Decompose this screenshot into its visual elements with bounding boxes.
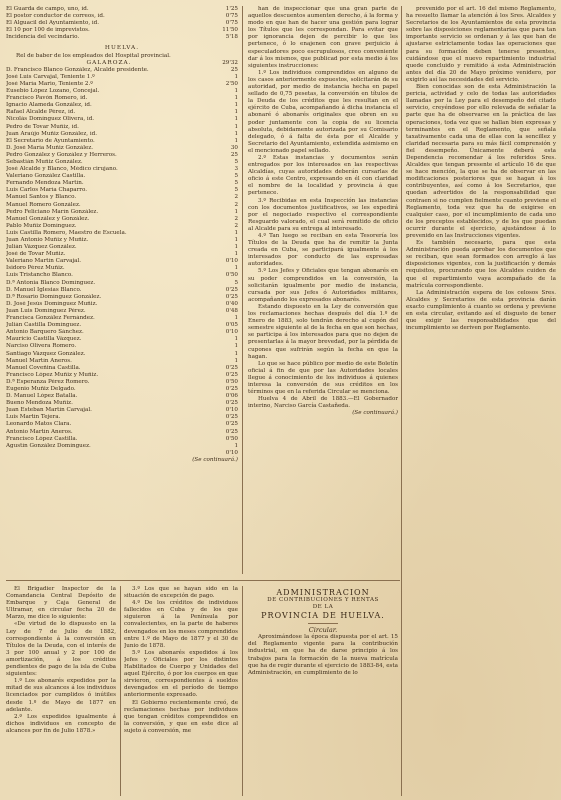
paragraph: 3.º Los que se hayan sido en la situación de excepción de pago. (124, 586, 238, 600)
list-item (6, 329, 238, 336)
list-item (6, 6, 238, 13)
entry-name: Francisca González Fernández. (6, 315, 95, 322)
entry-name: José Alcalde y Blanco, Médico cirujano. (6, 166, 118, 173)
entry-name: El postor conductor de correos, íd. (6, 13, 105, 20)
entry-amount: 1 (234, 116, 238, 123)
entry-amount: 5 (234, 180, 238, 187)
administration-column (248, 588, 398, 796)
list-item (6, 407, 238, 414)
relation-text: Rel de baber de los empleados del Hospital provincial. (16, 52, 171, 59)
entry-amount: 1 (234, 130, 238, 137)
entry-name: Nicolás Domínguez Olivera, íd. (6, 116, 95, 123)
bottom-total: 0'10 (225, 449, 238, 456)
entry-amount: 0'06 (225, 393, 238, 400)
paragraph: prevenido por el art. 16 del mismo Reglamento, ha resuelto llamar la atención á los Sres. Alcaldes y Secretarios de los Ayuntamientos de esta provincia sobre las disposiciones reglamentarias que para tan importante servicio se ordenan y á las que han de ajustarse estrictamente todas las operaciones que para su formación deben tenerse presentes, cuidándose que el nuevo repartimiento industrial quede concluido y remitido á esta Administración antes del día 20 de Mayo próximo venidero, por exigirlo así las necesidades del servicio. (406, 6, 556, 83)
entry-name: Pablo Muñiz Domínguez. (6, 222, 77, 229)
list-item (6, 421, 238, 428)
entry-amount: 1 (234, 336, 238, 343)
entry-name: Manuel Santos y Blanco. (6, 194, 77, 201)
list-item (6, 436, 238, 443)
entry-name: Manuel González y González. (6, 215, 90, 222)
entry-amount: 5 (234, 173, 238, 180)
paragraph: 1.º Los abonarés expedidos por la mitad de sus alcances á los individuos licenciados por cumplidos ó inútiles desde 1.º de Mayo de 1877 en adelante. (6, 678, 116, 713)
entry-name: Pedro de Tovar Muñiz, íd. (6, 123, 79, 130)
continuation-note: (Se continuará.) (192, 456, 238, 463)
entry-name: Pedro González y González y Herreros. (6, 151, 117, 158)
entry-name: José de Tovar Muñiz. (6, 251, 66, 258)
list-item (6, 294, 238, 301)
town-row (6, 60, 238, 67)
list-item (6, 131, 238, 138)
entry-name: Francisco López Muñiz y Muñiz. (6, 371, 99, 378)
paragraph: Lo que se hace público por medio de este Boletín oficial á fin de que por las Autoridades locales llegue á conocimiento de los individuos á quienes interesa la conversión de sus créditos en los términos que en la referida Circular se menciona. (248, 360, 398, 396)
entry-name: Juan Araújo Muñiz González, íd. (6, 130, 98, 137)
list-item (6, 258, 238, 265)
paragraph: 2.º Estas instancias y documentos serán entregados por los interesados en las respectivas Alcaldías, cuyas autoridades deberán cursarlas de oficio á este Centro, expresando en él con claridad el nombre de la localidad y provincia á que pertenece. (248, 154, 398, 197)
paragraph: El Brigadier Inspector de la Comandancia Central Depósito de Embarque y Caja General de Ultramar, en circular fecha 20 de Marzo, me dice lo siguiente: (6, 586, 116, 621)
column-divider (120, 586, 121, 796)
credits-list-column (124, 586, 238, 796)
list-item (6, 322, 238, 329)
paragraph: Huelva 4 de Abril de 1883.—El Gobernador interino, Narciso García Castañeda. (248, 396, 398, 410)
entry-name: D. José Jesús Domínguez Muñiz. (6, 300, 98, 307)
entry-amount: 0'25 (225, 421, 238, 428)
paragraph: Es también necesario, para que esta Administración pueda aprobar los documentos que se reciban, que sean formados con arreglo á las disposiciones vigentes, con la justificación y demás requisitos, procurando que los Alcaldes cuiden de que el repartimiento vaya acompañado de la matrícula correspondiente. (406, 240, 556, 289)
entry-amount: 1'25 (225, 6, 238, 12)
entry-amount: 0'25 (225, 286, 238, 293)
admin-title: ADMINISTRACION (276, 588, 370, 597)
entry-amount: 2 (234, 201, 238, 208)
province-heading: HUELVA. (104, 45, 140, 52)
entry-amount: 1 (234, 244, 238, 251)
list-item (6, 429, 238, 436)
entry-name: D. José María Muñiz González. (6, 144, 94, 151)
column-divider (242, 586, 243, 796)
entry-amount: 0'25 (225, 371, 238, 378)
entry-name: Luis Castilla Romero, Maestro de Escuela. (6, 229, 127, 236)
list-item (6, 209, 238, 216)
entry-name: Manuel Martín Aneros. (6, 357, 72, 364)
entry-amount: 1 (234, 251, 238, 258)
list-item (6, 34, 238, 41)
entry-name: Incidencia del vecindario. (6, 34, 80, 41)
entry-name: Francisco López Castilla. (6, 435, 78, 442)
list-item (6, 265, 238, 272)
paragraph: 3.º Recibidas en esta Inspección las instancias con los documentos justificativos, se les expedirá por el negociado respectivo el correspondiente Resguardo valorado, el cual será remitido de oficio al Alcalde para su entrega al interesado. (248, 197, 398, 232)
entry-amount: 1 (234, 123, 238, 130)
list-item (6, 251, 238, 258)
entry-name: Luis Carlos María Chaparro. (6, 187, 88, 194)
entry-amount: 0'25 (225, 428, 238, 435)
admin-subtitle: DE CONTRIBUCIONES Y RENTAS (267, 597, 379, 603)
list-item (6, 187, 238, 194)
paragraph: 5.º Los Jefes y Oficiales que tengan abonarés en su poder comprendidos en la conversión, la solicitarán igualmente por medio de instancia, cursada por sus Jefes ó Autoridades militares, acompañando los expresados abonarés. (248, 268, 398, 303)
entry-amount: 1 (234, 137, 238, 144)
admin-subtitle: DE LA (312, 604, 334, 611)
entry-name: Valeriano Martín Carvajal. (6, 258, 82, 265)
entry-name: El Alguacil del Ayuntamiento, íd. (6, 20, 100, 27)
list-item (6, 272, 238, 279)
entry-amount: 0'75 (225, 13, 238, 20)
list-item (6, 372, 238, 379)
paragraph: El Gobierno recientemente creó, de reclamaciones hechas por individuos que tengan créditos comprendidos en la conversión, y que en este dice al sujeto á conversión, me (124, 699, 238, 734)
list-item (6, 145, 238, 152)
column-divider (401, 6, 402, 796)
entry-name: El Guarda de campo, uno, íd. (6, 6, 89, 12)
entry-amount: 0'25 (225, 293, 238, 300)
entry-amount: 0'48 (225, 307, 238, 314)
entry-amount: 5 (234, 279, 238, 286)
entry-amount: 5'18 (225, 34, 238, 41)
entry-amount: 0'25 (225, 400, 238, 407)
entry-name: Mauricio Castilla Vázquez. (6, 336, 82, 343)
entry-name: Julián Castilla Domínguez. (6, 322, 82, 329)
circular-heading: Circular. (308, 626, 338, 635)
entry-amount: 0'50 (225, 435, 238, 442)
entry-name: El 10 por 100 de imprevistos. (6, 27, 90, 34)
list-item (6, 166, 238, 173)
entry-amount: 1 (234, 237, 238, 243)
list-item (6, 280, 238, 287)
entry-amount: 1 (234, 102, 238, 109)
spacer (6, 450, 212, 457)
entry-amount: 1 (234, 73, 238, 80)
list-item (6, 365, 238, 372)
list-item (6, 301, 238, 308)
entry-amount: 0'10 (225, 407, 238, 414)
list-item (6, 152, 238, 159)
entry-name: D. Manuel López Batalla. (6, 393, 78, 400)
entry-name: Luis Martín Tejera. (6, 414, 61, 421)
list-item (6, 308, 238, 315)
entry-amount: 0'25 (225, 385, 238, 392)
entry-amount: 1 (234, 315, 238, 322)
paragraph: 4.º De los créditos de individuos fallecidos en Cuba y de los que siguieron á la Península por convalecientes, en la parte de haberes devengados en los meses comprendidos entre 1.º de Mayo de 1877 y el 30 de Junio de 1878. (124, 600, 238, 649)
list-item (6, 95, 238, 102)
entry-amount: 2 (234, 222, 238, 229)
entry-name: Manuel Romero González. (6, 201, 81, 208)
circular-column (406, 6, 556, 796)
paragraph: Bien conocidas son de esta Administración la pericia, actividad y celo de todas las autoridades llamadas por la Ley para el desempeño del citado servicio, creyéndose por ello relevada de señalar la parte que ha de observarse en la práctica de las operaciones, toda vez que se hallan bien expresas y terminantes en el Reglamento, que señala taxativamente cada una de ellas con la sencillez y claridad necesaria para su más fácil comprensión y fiel desempeño. Únicamente deberá esta Dependencia recomendar á los referidos Sres. Alcaldes que tengan presente el artículo 16 de que se hace mención, la que se ha de observar en las modificaciones posteriores que se hagan á los contribuyentes, así como á los Secretarios, que quedan advertidos de la responsabilidad que contraen si no cumplen fielmente cuanto previene el Reglamento, toda vez que ha de exigirse en cualquier caso, por el incumplimiento de cada uno de los preceptos establecidos, y de los que puedan ocurrir durante el ejercicio, ajustándose á lo prevenido en las Instrucciones vigentes. (406, 84, 556, 239)
entry-amount: 0'50 (225, 378, 238, 385)
list-item (6, 194, 238, 201)
list-item (6, 315, 238, 322)
entry-amount: 2'50 (225, 80, 238, 87)
entry-amount: 0'25 (225, 414, 238, 421)
list-item (6, 180, 238, 187)
entry-amount: 1 (234, 265, 238, 272)
entry-name: Isidoro Pérez Muñiz. (6, 265, 65, 272)
entry-amount: 2 (234, 194, 238, 201)
brigadier-notice-column (6, 586, 116, 796)
paragraph: La Administración espera de los celosos Sres. Alcaldes y Secretarios de esta provincia darán exacto cumplimiento á cuanto se ordena y previene en esta circular, evitando así el disgusto de tener que exigir las responsabilidades que del incumplimiento se deriven por Reglamento. (406, 289, 556, 332)
entry-name: Manuel Coveñina Castilla. (6, 364, 81, 371)
entry-name: José María Mario, Teniente 2.º (6, 80, 93, 87)
list-item (6, 386, 238, 393)
list-item (6, 343, 238, 350)
entry-amount: 1 (234, 88, 238, 95)
entry-name: Narciso Olivera Romero. (6, 343, 77, 350)
paragraph: han de inspeccionar que una gran parte de aquellos descuentos aumenten derecho, á la forma y modo en que han de hacer una gestión para lograr los Títulos que les correspondan. Para evitar que por ignorancia dejen de percibir lo que les pertenece, ó lo enajenen con grave perjuicio á especuladores poco escrupulosos, creo conveniente dar á los mismos, que publicad por esta medio á los siguientes instrucciones: (248, 6, 398, 69)
list-item (6, 216, 238, 223)
entry-name: Antonio Barquero Sánchez. (6, 329, 84, 336)
entry-amount: 0'50 (225, 272, 238, 279)
list-item (6, 173, 238, 180)
entry-name: Valeriano González Castilla. (6, 173, 86, 180)
entry-name: Juan Luis Domínguez Pérez. (6, 307, 86, 314)
entry-name: Fernando Mendoza Martín. (6, 180, 84, 187)
entry-name: Bueno Mendoza Muñiz. (6, 400, 73, 407)
list-item (6, 393, 238, 400)
entry-amount: 0'10 (225, 329, 238, 336)
entry-name: Francisco Pavón Romero, íd. (6, 95, 88, 102)
entry-name: D. Francisco Blanco González, Alcalde presidente. (6, 66, 149, 73)
entry-name: Julián Vázquez González. (6, 244, 77, 251)
list-item (6, 336, 238, 343)
bottom-total-row (6, 450, 238, 457)
list-item (6, 379, 238, 386)
top-total: 29'32 (222, 59, 238, 66)
entry-name: Antonio Martín Aneros. (6, 428, 73, 435)
entry-amount: 5 (234, 187, 238, 194)
entry-name: D.ª Esperanza Pérez Romero. (6, 378, 90, 385)
list-item (6, 67, 238, 74)
entry-amount: 5 (234, 158, 238, 165)
entry-name: D. Manuel Iglesias Blanco. (6, 286, 82, 293)
admin-province: PROVINCIA DE HUELVA. (261, 611, 385, 621)
entry-amount: 11'50 (222, 27, 238, 34)
list-item (6, 237, 238, 244)
paragraph: 4.º Tan luego se reciban en esta Tesorería los Títulos de la Deuda que ha de remitir la Junta creada en Cuba, se participará igualmente á los interesados por conducto de las expresadas autoridades. (248, 233, 398, 268)
list-item (6, 358, 238, 365)
entry-name: Sebastián Muñiz González. (6, 158, 83, 165)
list-item (6, 287, 238, 294)
list-item (6, 116, 238, 123)
entry-name: Luis Tristancho Blanco. (6, 272, 73, 279)
list-item (6, 27, 238, 34)
short-rule (308, 623, 338, 624)
entry-name: D.ª Rosario Domínguez González. (6, 293, 102, 300)
entry-name: Santiago Vázquez González. (6, 350, 86, 357)
entry-amount: 1 (234, 343, 238, 350)
list-item (6, 202, 238, 209)
donor-list-column (6, 6, 238, 578)
entry-name: José Luis Carvajal, Teniente 1.º (6, 73, 95, 80)
entry-name: Rafael Alcalde Pérez, íd. (6, 109, 76, 116)
continuation-note: (Se continuará.) (352, 410, 398, 417)
paragraph: 5.º Los abonarés expedidos á los Jefes y Oficiales por los distintos Habilitados de Cuerpo y Unidades del aquel Ejército, ó por los cuerpos en que sirvieron, correspondientes á sueldos devengados en el período de tiempo anteriormente expresado. (124, 649, 238, 699)
entry-name: Juan Antonio Muñiz y Muñiz. (6, 237, 89, 243)
paragraph: 2.º Los expedidos igualmente á dichos individuos en concepto de alcances por fin de Julio 1878.» (6, 713, 116, 734)
entry-amount: 25 (230, 66, 238, 73)
paragraph: Estando dispuesto en la Ley de conversión que los reclamaciones hechas después del día 1.º de Enero de 1883, solo tendrán derecho al cupón del semestre siguiente al de la fecha en que son hechas, se participa á los interesados para que no dejen de presentarlas á la mayor brevedad, por la pérdida de cupones que sufrirán según la fecha en que la hagan. (248, 303, 398, 360)
entry-name: Ignacio Alameda González, íd. (6, 102, 92, 109)
paragraph: «De virtud de lo dispuesto en la Ley de 7 de Julio de 1882, correspondiente á la conversión en Títulos de la Deuda, con el interés de 3 por 100 anual y 2 por 100 de amortización, á los créditos pendientes de pago de la isla de Cuba siguientes: (6, 621, 116, 678)
list-item (6, 138, 238, 145)
entry-name: Eugenio Muñiz Delgado. (6, 385, 76, 392)
list-item (6, 400, 238, 407)
entry-amount: 1 (234, 109, 238, 116)
entry-amount: 1 (234, 208, 238, 215)
paragraph: 1.º Los individuos comprendidos en alguno de los casos anteriormente expuestos, solicitarán de su autoridad, por medio de instancia hecha en papel sellado de 0,75 pesetas, la conversión en títulos de la Deuda de los créditos que les resultan en el ejército de Cuba, acompañando á dicha instancia el abonaré ó abonarés originales que obren en su poder juntamente con la copia de su licencia absoluta, debidamente autorizada por su Comisario delegado, ó á falta de ésta por el Alcalde y Secretario del Ayuntamiento, extendida asimismo en el mencionado papel sellado. (248, 69, 398, 154)
list-item (6, 443, 238, 450)
list-item (6, 159, 238, 166)
list-item (6, 13, 238, 20)
entry-name: Agustín González Domínguez. (6, 442, 91, 449)
list-item (6, 20, 238, 27)
entry-amount: 1 (234, 442, 238, 449)
list-item (6, 351, 238, 358)
entry-amount: 0'75 (225, 20, 238, 27)
list-item (6, 88, 238, 95)
entry-amount: 0'40 (225, 300, 238, 307)
entry-name: Pedro Feliciano Marín González. (6, 208, 99, 215)
town-heading: GALAROZA. (86, 59, 132, 66)
instructions-column (248, 6, 398, 578)
entry-amount: 2 (234, 215, 238, 222)
entry-amount: 3 (234, 166, 238, 173)
entry-name: D.ª Antonia Blanco Domínguez. (6, 279, 96, 286)
entry-amount: 30 (230, 144, 238, 151)
entry-amount: 1 (234, 229, 238, 236)
list-item (6, 223, 238, 230)
column-divider (242, 6, 243, 574)
section-rule (6, 580, 400, 581)
entry-amount: 1 (234, 357, 238, 364)
entry-amount: 0'05 (225, 322, 238, 329)
entry-name: Eusebio López Lozano, Concejal. (6, 88, 100, 95)
list-item (6, 230, 238, 237)
entry-amount: 1 (234, 95, 238, 102)
list-item (6, 109, 238, 116)
list-item (6, 81, 238, 88)
list-item (6, 74, 238, 81)
entry-name: Juan Esteban Martín Carvajal. (6, 407, 92, 414)
entry-amount: 0'25 (225, 364, 238, 371)
entry-name: Leonardo Matos Clara. (6, 421, 72, 428)
list-item (6, 124, 238, 131)
entry-amount: 1 (234, 350, 238, 357)
entry-amount: 25 (230, 151, 238, 158)
list-item (6, 414, 238, 421)
entry-amount: 0'10 (225, 258, 238, 265)
entry-name: El Secretario de Ayuntamiento. (6, 137, 95, 144)
paragraph: Aproximándose la época dispuesta por el art. 15 del Reglamento vigente para la contribución industrial, en que ha de darse principio á los trabajos para la formación de la nueva matrícula que ha de regir durante el ejercicio de 1883-84, esta Administración, en cumplimiento de lo (248, 634, 398, 676)
list-item (6, 244, 238, 251)
list-item (6, 102, 238, 109)
